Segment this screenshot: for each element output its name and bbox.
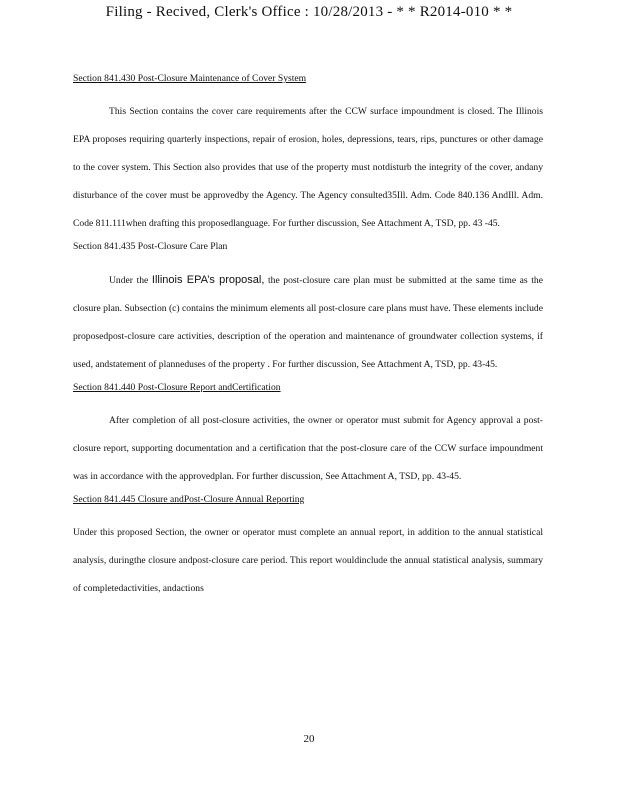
section-paragraph: This Section contains the cover care requirements after the CCW surface impoundment is closed. The Illinois EPA proposes requiring quarterly inspections, repair of erosion, holes, depressions, tears, rips, punctures or other damage to the cover system. This Section also provides that use of the property must notdisturb the integrity of the cover, andany disturbance of the cover must be approvedby the Agency. The Agency consulted35Ill. Adm. Code 840.136 AndIll. Adm. Code 811.111when drafting this proposedlanguage. For further discussion, See Attachment A, TSD, pp. 43 -45. bbox=[73, 106, 543, 229]
section-heading-text: Section 841.430 Post-Closure Maintenance of Cover System bbox=[73, 73, 307, 84]
paragraph-text-before: Under the bbox=[109, 275, 152, 286]
paragraph-text-after: the post-closure care plan must be submitted at the same time as the closure plan. Subsection (c) contains the minimum elements all post-closure care plans must have. These elements include proposedpost-closure care activities, description of the operation and maintenance of groundwater collection systems, if used, andstatement of planneduses of the property . For further discussion, See Attachment A, TSD, pp. 43-45. bbox=[73, 275, 543, 370]
section-paragraph bbox=[73, 266, 543, 379]
section-paragraph: After completion of all post-closure activities, the owner or operator must submit for Agency approval a post-closure report, supporting documentation and a certification that the post-closure care of the CCW surface impoundment was in accordance with the approvedplan. For further discussion, See Attachment A, TSD, pp. 43-45. bbox=[73, 415, 543, 482]
section-heading-841-440 bbox=[73, 379, 543, 407]
paragraph-emphasis: Illinois EPA’s proposal, bbox=[151, 274, 265, 286]
section-heading-text: Section 841.445 Closure andPost-Closure Annual Reporting bbox=[73, 494, 305, 505]
page-number: 20 bbox=[303, 733, 315, 745]
filing-stamp-header: Filing - Recived, Clerk's Office : 10/28/2013 - * * R2014-010 * * bbox=[105, 4, 513, 20]
section-heading-841-430 bbox=[73, 70, 543, 98]
section-paragraph: Under this proposed Section, the owner or operator must complete an annual report, in addition to the annual statistical analysis, duringthe closure andpost-closure care period. This report wouldinclude the annual statistical analysis, summary of completedactivities, andactions bbox=[73, 527, 543, 594]
section-heading-text: Section 841.435 Post-Closure Care Plan bbox=[73, 241, 228, 252]
section-heading-841-435 bbox=[73, 238, 543, 266]
document-body bbox=[73, 70, 543, 603]
section-heading-text: Section 841.440 Post-Closure Report andCertification bbox=[73, 382, 281, 393]
section-heading-841-445 bbox=[73, 491, 543, 519]
